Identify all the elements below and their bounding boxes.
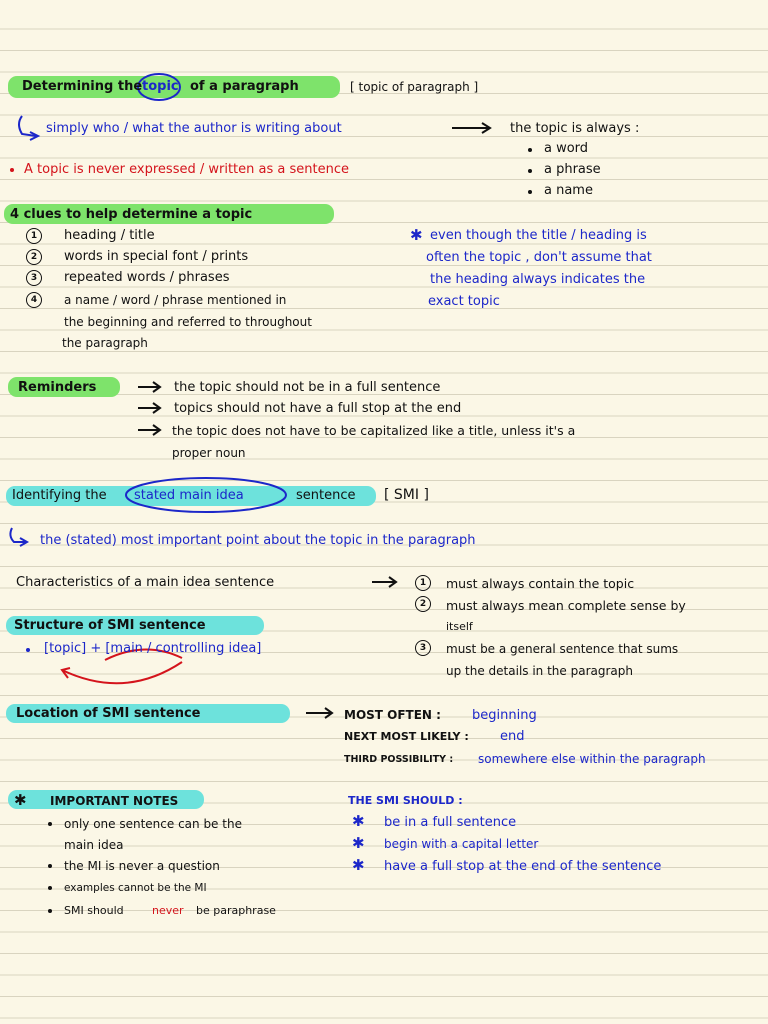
smi-definition: the (stated) most important point about the topic in the paragraph (40, 533, 476, 548)
characteristic-item: must be a general sentence that sums (446, 642, 679, 656)
topic-heading-circled: topic (142, 79, 179, 94)
note-item: only one sentence can be the (64, 817, 242, 831)
bullet (528, 190, 532, 194)
note-item-prefix: SMI should (64, 904, 124, 917)
reminder-item: the topic should not be in a full sentence (174, 380, 441, 395)
smi-heading-prefix: Identifying the (12, 488, 107, 503)
topic-heading-prefix: Determining the (22, 79, 143, 94)
clue-note-line: even though the title / heading is (430, 228, 647, 243)
topic-heading-suffix: of a paragraph (190, 79, 299, 94)
bullet (48, 909, 52, 913)
bullet (26, 648, 30, 652)
structure-heading: Structure of SMI sentence (14, 618, 206, 633)
smi-should-item: have a full stop at the end of the sentence (384, 859, 662, 874)
note-item: the MI is never a question (64, 859, 220, 873)
clue-item-cont: the beginning and referred to throughout (64, 315, 312, 329)
notes-heading: IMPORTANT NOTES (50, 794, 179, 808)
number-4: 4 (26, 292, 42, 308)
characteristic-item: must always contain the topic (446, 576, 635, 591)
bullet (10, 168, 14, 172)
clue-note-line: the heading always indicates the (430, 272, 646, 287)
location-label: MOST OFTEN : (344, 708, 441, 722)
bullet (48, 822, 52, 826)
bullet (528, 148, 532, 152)
characteristic-item: must always mean complete sense by (446, 598, 686, 613)
note-item-cont: main idea (64, 838, 124, 852)
structure-formula: [topic] + [main / controlling idea] (44, 641, 262, 656)
clue-item: words in special font / prints (64, 249, 249, 264)
location-heading: Location of SMI sentence (16, 706, 201, 721)
number-3: 3 (415, 640, 431, 656)
star-icon: ✱ (14, 791, 27, 809)
clue-item-cont: the paragraph (62, 336, 148, 350)
topic-form-item: a name (544, 183, 593, 198)
topic-rule: A topic is never expressed / written as a sentence (24, 162, 349, 177)
location-value: end (500, 729, 525, 744)
smi-heading-bracket: [ SMI ] (384, 487, 429, 503)
clue-item: repeated words / phrases (64, 270, 230, 285)
star-icon: ✱ (352, 834, 365, 852)
clues-heading: 4 clues to help determine a topic (10, 207, 253, 222)
number-3: 3 (26, 270, 42, 286)
clue-item: heading / title (64, 228, 155, 243)
location-value: beginning (472, 708, 537, 723)
topic-definition: simply who / what the author is writing about (46, 121, 342, 136)
reminder-item: topics should not have a full stop at the end (174, 401, 462, 416)
note-item-suffix: be paraphrase (196, 904, 276, 917)
number-2: 2 (415, 596, 431, 612)
bullet (48, 886, 52, 890)
reminder-item: the topic does not have to be capitalized like a title, unless it's a (172, 423, 576, 438)
bullet (528, 169, 532, 173)
smi-should-item: be in a full sentence (384, 815, 517, 830)
bullet (48, 864, 52, 868)
location-value: somewhere else within the paragraph (478, 752, 706, 766)
characteristics-label: Characteristics of a main idea sentence (16, 575, 275, 590)
reminders-heading: Reminders (18, 380, 97, 395)
topic-form-item: a phrase (544, 162, 601, 177)
clue-note-line: exact topic (428, 294, 500, 309)
number-1: 1 (415, 575, 431, 591)
smi-heading-circled: stated main idea (134, 488, 244, 503)
clue-item: a name / word / phrase mentioned in (64, 293, 287, 307)
clue-note-line: often the topic , don't assume that (426, 250, 652, 265)
characteristic-item-cont: itself (446, 620, 473, 633)
location-label: THIRD POSSIBILITY : (344, 754, 454, 765)
location-label: NEXT MOST LIKELY : (344, 730, 469, 743)
number-2: 2 (26, 249, 42, 265)
note-item-emph: never (152, 904, 184, 917)
smi-heading-suffix: sentence (296, 488, 356, 503)
number-1: 1 (26, 228, 42, 244)
smi-should-item: begin with a capital letter (384, 837, 539, 851)
note-item: examples cannot be the MI (64, 882, 207, 894)
star-icon: ✱ (352, 856, 365, 874)
reminder-item-cont: proper noun (172, 446, 246, 460)
topic-heading-bracket: [ topic of paragraph ] (350, 80, 479, 94)
smi-should-heading: THE SMI SHOULD : (348, 794, 463, 807)
characteristic-item-cont: up the details in the paragraph (446, 664, 633, 678)
star-icon: ✱ (352, 812, 365, 830)
topic-forms-lead: the topic is always : (510, 121, 640, 136)
topic-form-item: a word (544, 141, 589, 156)
star-icon: ✱ (410, 226, 423, 244)
